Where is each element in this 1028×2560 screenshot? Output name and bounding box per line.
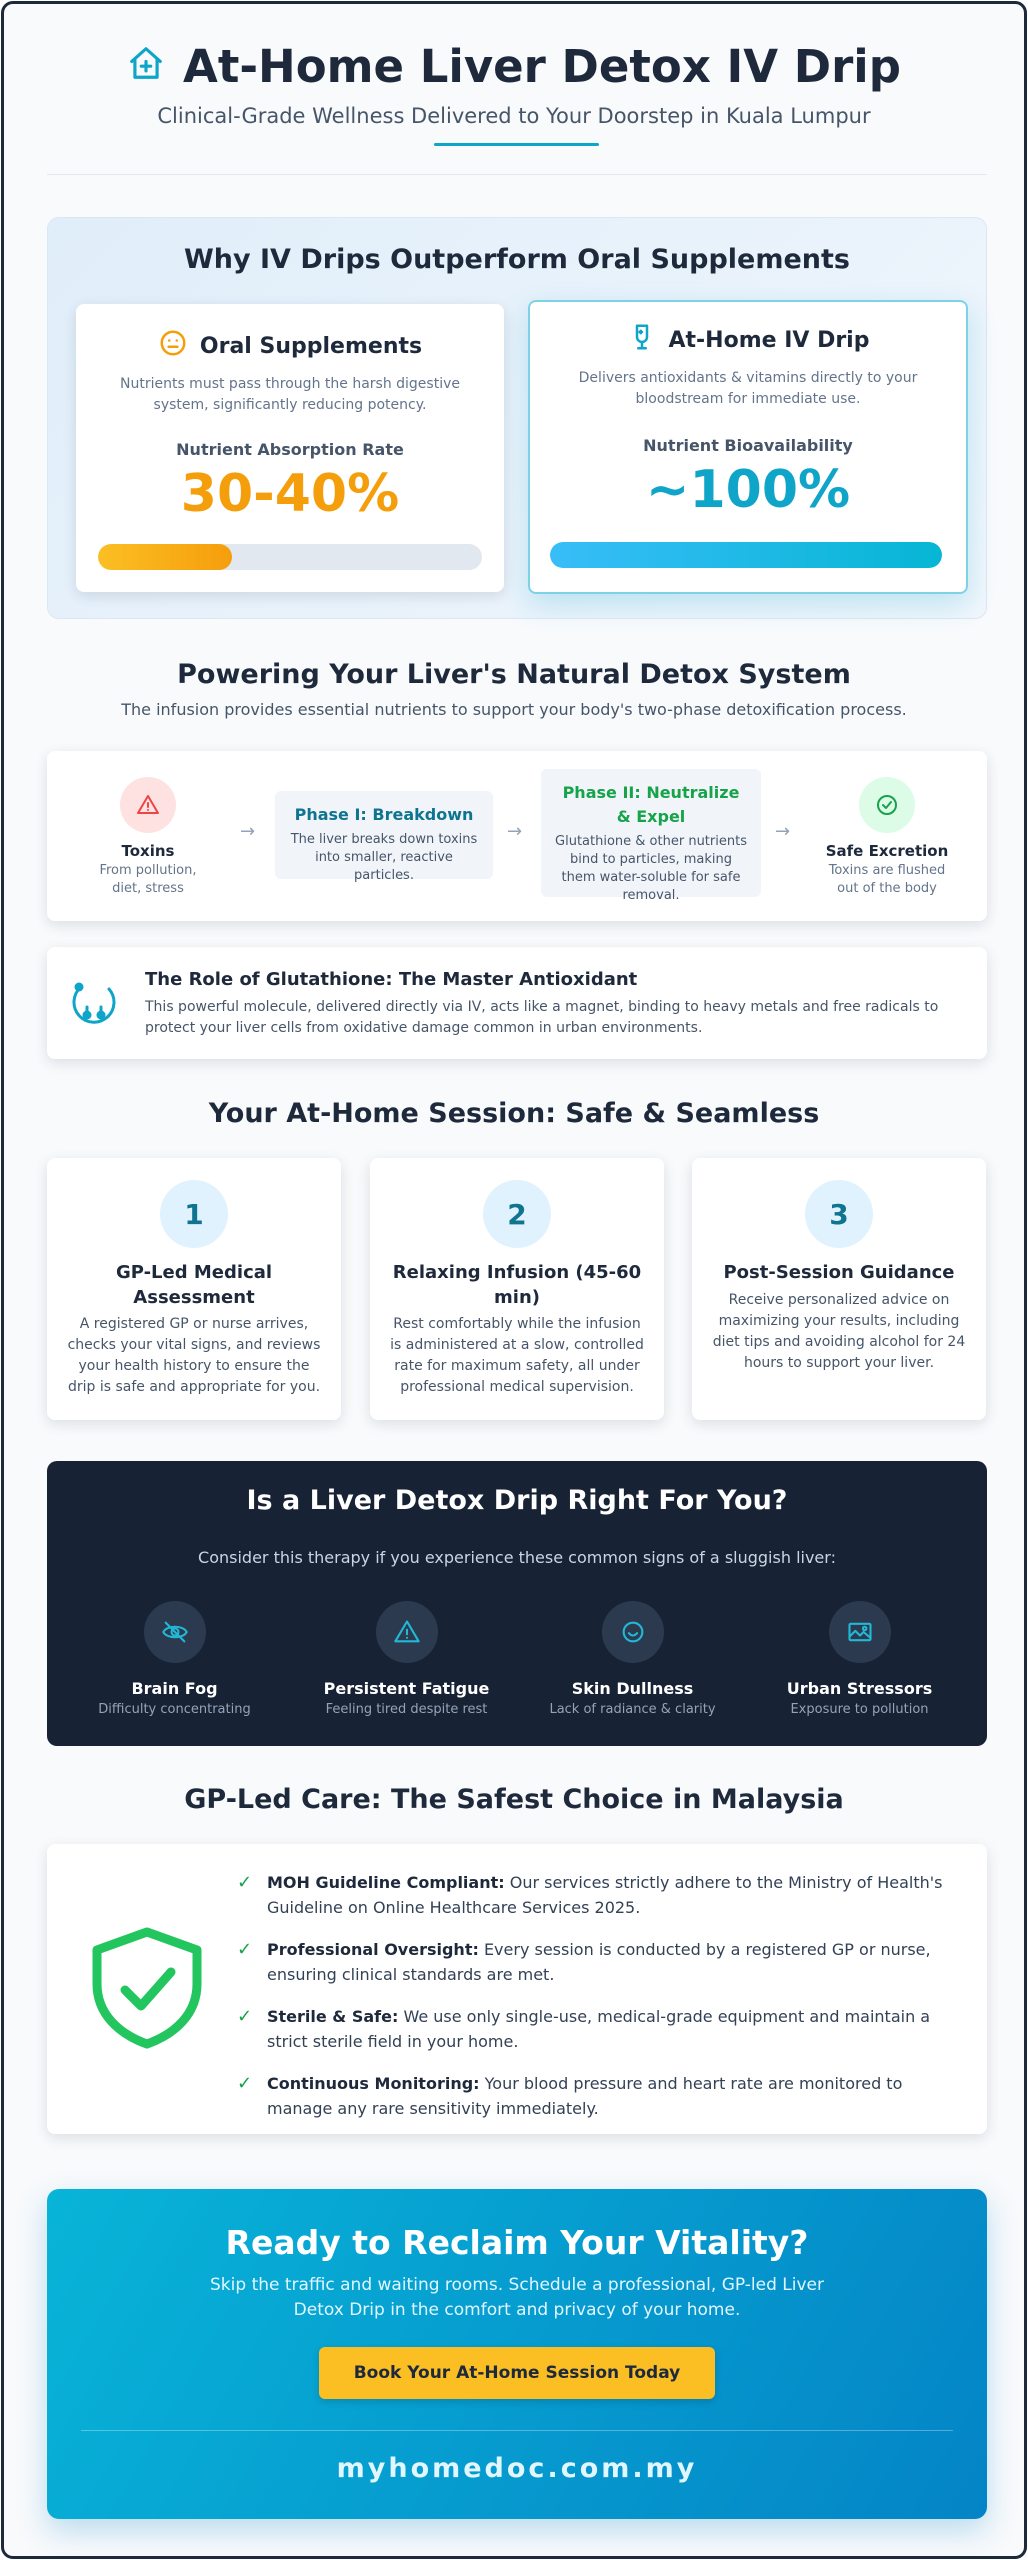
care-item [237,2004,957,2054]
step-number: 1 [160,1180,228,1248]
oral-metric-label: Nutrient Absorption Rate [176,440,404,459]
care-item [237,2071,957,2121]
phase-2-description: Glutathione & other nutrients bind to particles, making them water-soluble for safe removal. [555,834,747,903]
step-number: 2 [483,1180,551,1248]
iv-card-description: Delivers antioxidants & vitamins directly to your bloodstream for immediate use. [578,370,918,407]
session-step-1 [47,1158,341,1420]
symptom-note: Difficulty concentrating [98,1702,251,1717]
care-item [237,1870,957,1920]
excretion-step [807,777,967,898]
toxins-step [73,777,223,898]
right-for-you-subtitle: Consider this therapy if you experience these common signs of a sluggish liver: [198,1548,836,1567]
care-item-body: Our services strictly adhere to the Ministry of Health's Guideline on Online Healthcare Services 2025. [267,1873,943,1917]
cta-divider [81,2430,953,2431]
glutathione-description: This powerful molecule, delivered directly via IV, acts like a magnet, binding to heavy metals and free radicals to protect your liver cells from oxidative damage common in urban environments. [145,999,939,1036]
page-title: At-Home Liver Detox IV Drip [183,40,901,93]
check-circle-icon [859,777,915,833]
care-item-body: We use only single-use, medical-grade equipment and maintain a strict sterile field in your home. [267,2007,931,2051]
detox-title: Powering Your Liver's Natural Detox System [177,659,851,690]
step-title: GP-Led Medical Assessment [115,1262,273,1308]
care-item-text [267,2004,957,2054]
glutathione-title: The Role of Glutathione: The Master Antioxidant [145,969,638,990]
care-card [47,1844,987,2134]
phase-1-box [275,791,493,883]
check-icon: ✓ [237,1872,253,1893]
page-title-row [4,40,1024,93]
excretion-note: Toxins are flushed out of the body [828,863,946,896]
oral-card-heading [76,328,504,364]
toxins-note: From pollution, diet, stress [99,863,197,896]
check-icon: ✓ [237,1939,253,1960]
iv-drip-card [528,300,968,594]
molecule-icon [67,975,121,1033]
step-number: 3 [805,1180,873,1248]
phase-1-description: The liver breaks down toxins into smaller, reactive particles. [290,832,478,883]
excretion-label: Safe Excretion [825,842,949,860]
care-item-heading: Continuous Monitoring: [267,2074,480,2093]
iv-card-heading [530,322,966,358]
symptom-title: Brain Fog [131,1679,218,1698]
iv-bioavailability-bar [550,542,942,568]
flow-arrow: → [775,821,791,842]
session-step-2 [370,1158,664,1420]
house-medical-icon [127,40,165,93]
oral-card-title: Oral Supplements [199,333,423,359]
glutathione-card [47,947,987,1059]
iv-bioavailability-bar-fill [550,542,942,568]
symptom-note: Lack of radiance & clarity [549,1702,716,1717]
phase-2-box [541,769,761,903]
step-description: A registered GP or nurse arrives, checks your vital signs, and reviews your health history to ensure the drip is safe and appropriate for you. [67,1316,321,1395]
step-title: Relaxing Infusion (45-60 min) [392,1262,642,1308]
shield-check-icon [87,1926,207,2054]
symptom-persistent-fatigue [289,1601,524,1717]
toxins-label: Toxins [121,842,175,860]
iv-metric-label: Nutrient Bioavailability [643,436,853,455]
iv-bag-icon [627,322,657,358]
oral-supplements-card [76,304,504,592]
warning-icon [120,777,176,833]
care-item-text [267,1937,957,1987]
iv-metric-value: ~100% [645,460,851,520]
iv-card-title: At-Home IV Drip [668,327,870,353]
cta-description: Skip the traffic and waiting rooms. Schedule a professional, GP-led Liver Detox Drip in the comfort and privacy of your home. [210,2275,824,2320]
oral-absorption-bar [98,544,482,570]
step-title: Post-Session Guidance [723,1262,955,1283]
check-icon: ✓ [237,2073,253,2094]
session-step-3 [692,1158,986,1420]
book-session-button[interactable]: Book Your At-Home Session Today [319,2347,715,2399]
comparison-title: Why IV Drips Outperform Oral Supplements [184,244,850,275]
symptom-title: Persistent Fatigue [323,1679,490,1698]
detox-subtitle: The infusion provides essential nutrients to support your body's two-phase detoxification process. [121,700,907,719]
flow-arrow: → [240,821,256,842]
care-item-heading: Professional Oversight: [267,1940,479,1959]
comparison-section [47,217,987,619]
step-description: Rest comfortably while the infusion is administered at a slow, controlled rate for maximum safety, all under professional medical supervision. [390,1316,644,1395]
oral-absorption-bar-fill [98,544,232,570]
symptom-title: Urban Stressors [786,1679,933,1698]
care-title: GP-Led Care: The Safest Choice in Malaysia [184,1784,844,1815]
care-item-heading: Sterile & Safe: [267,2007,399,2026]
care-item-body: Your blood pressure and heart rate are monitored to manage any rare sensitivity immediately. [267,2074,903,2118]
care-item [237,1937,957,1987]
neutral-face-icon [158,328,188,364]
oral-metric-value: 30-40% [180,464,400,524]
right-for-you-title: Is a Liver Detox Drip Right For You? [246,1485,788,1516]
cta-title: Ready to Reclaim Your Vitality? [225,2223,809,2262]
title-underline [434,143,599,146]
detox-flow-card [47,751,987,921]
infographic-frame [1,1,1027,2559]
care-item-text [267,1870,957,1920]
care-item-heading: MOH Guideline Compliant: [267,1873,505,1892]
website-link[interactable]: myhomedoc.com.my [336,2453,698,2484]
right-for-you-section [47,1461,987,1746]
oral-card-description: Nutrients must pass through the harsh digestive system, significantly reducing potency. [119,376,460,413]
smile-face-icon [602,1601,664,1663]
check-icon: ✓ [237,2006,253,2027]
warning-icon [376,1601,438,1663]
flow-arrow: → [507,821,523,842]
phase-2-title: Phase II: Neutralize & Expel [562,783,740,826]
symptom-urban-stressors [742,1601,977,1717]
care-item-body: Every session is conducted by a registered GP or nurse, ensuring clinical standards are met. [267,1940,931,1984]
care-item-text [267,2071,957,2121]
eye-off-icon [144,1601,206,1663]
symptom-title: Skin Dullness [571,1679,694,1698]
step-description: Receive personalized advice on maximizing your results, including diet tips and avoiding alcohol for 24 hours to support your liver. [712,1292,966,1371]
symptom-brain-fog [57,1601,292,1717]
header-divider [47,174,987,175]
image-icon [829,1601,891,1663]
symptom-note: Exposure to pollution [790,1702,929,1717]
symptom-note: Feeling tired despite rest [325,1702,488,1717]
page-subtitle: Clinical-Grade Wellness Delivered to Your Doorstep in Kuala Lumpur [157,104,871,128]
care-list [237,1870,957,2138]
session-title: Your At-Home Session: Safe & Seamless [208,1098,820,1129]
symptom-skin-dullness [515,1601,750,1717]
phase-1-title: Phase I: Breakdown [294,805,474,824]
cta-section [47,2189,987,2519]
